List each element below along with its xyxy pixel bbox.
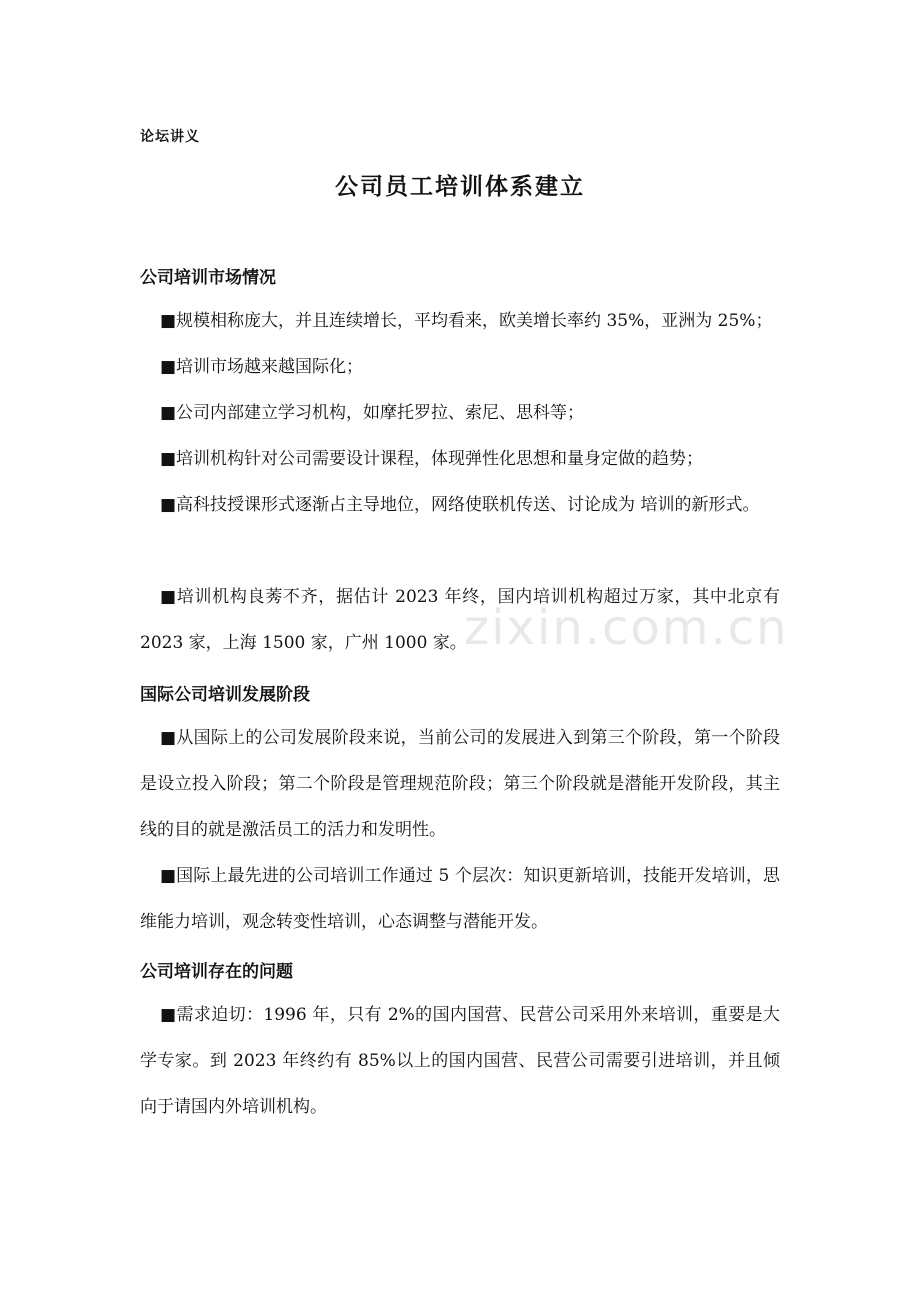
paragraph: ■培训机构良莠不齐，据估计 2023 年终，国内培训机构超过万家，其中北京有 2023 家，上海 1500 家，广州 1000 家。	[140, 587, 780, 653]
paragraph: ■需求迫切：1996 年，只有 2%的国内国营、民营公司采用外来培训，重要是大学专家。到 2023 年终约有 85%以上的国内国营、民营公司需要引进培训，并且倾向于请国内外培训机构。	[140, 1005, 780, 1117]
paragraph: ■国际上最先进的公司培训工作通过 5 个层次：知识更新培训，技能开发培训，思维能力培训，观念转变性培训，心态调整与潜能开发。	[140, 866, 780, 932]
paragraph: ■培训市场越来越国际化；	[160, 357, 364, 377]
section-heading-market: 公司培训市场情况	[140, 268, 276, 288]
watermark: zixin.com.cn	[464, 600, 789, 656]
paragraph: ■规模相称庞大，并且连续增长，平均看来，欧美增长率约 35%，亚洲为 25%；	[160, 311, 773, 331]
section-heading-problems: 公司培训存在的问题	[140, 962, 293, 982]
paragraph: ■公司内部建立学习机构，如摩托罗拉、索尼、思科等；	[160, 403, 585, 423]
header-label: 论坛讲义	[140, 129, 200, 145]
paragraph: ■培训机构针对公司需要设计课程，体现弹性化思想和量身定做的趋势；	[160, 449, 704, 469]
paragraph: ■高科技授课形式逐渐占主导地位，网络使联机传送、讨论成为 培训的新形式。	[160, 495, 760, 515]
paragraph: ■从国际上的公司发展阶段来说，当前公司的发展进入到第三个阶段，第一个阶段是设立投入阶段；第二个阶段是管理规范阶段；第三个阶段就是潜能开发阶段，其主线的目的就是激活员工的活力和发明性。	[140, 728, 780, 840]
document-title: 公司员工培训体系建立	[335, 173, 585, 200]
section-heading-development: 国际公司培训发展阶段	[140, 685, 310, 705]
